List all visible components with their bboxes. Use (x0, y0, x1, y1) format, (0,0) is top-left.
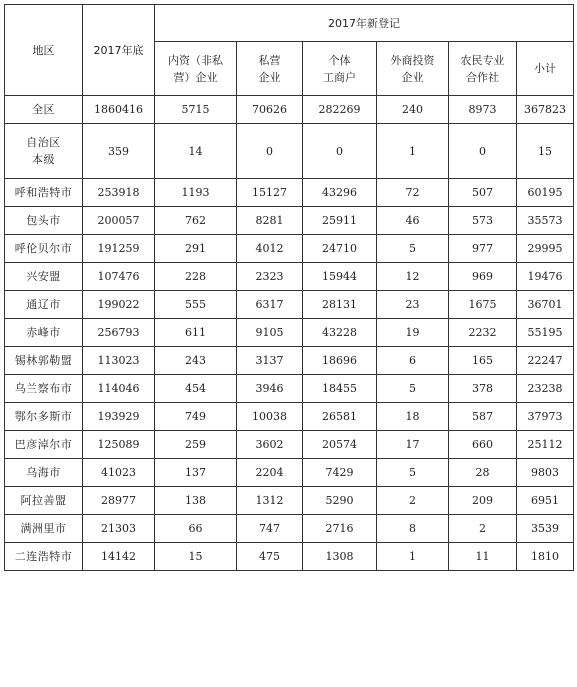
cell-subtotal: 1810 (517, 543, 574, 571)
table-row (5, 403, 574, 431)
table-row (5, 459, 574, 487)
cell-coop: 1675 (449, 291, 517, 319)
region-line: 二连浩特市 (14, 550, 73, 563)
cell-end: 28977 (83, 487, 155, 515)
region-line: 赤峰市 (26, 326, 61, 339)
cell-foreign: 18 (377, 403, 449, 431)
header-line: 营）企业 (173, 70, 218, 84)
cell-coop: 2232 (449, 319, 517, 347)
cell-end: 1860416 (83, 96, 155, 124)
region-line: 锡林郭勒盟 (14, 354, 73, 367)
cell-end: 113023 (83, 347, 155, 375)
table-header (5, 5, 574, 96)
region-line: 巴彦淖尔市 (14, 438, 73, 451)
region-cell (5, 403, 83, 431)
table-row (5, 515, 574, 543)
cell-individual: 1308 (303, 543, 377, 571)
cell-domestic: 762 (155, 207, 237, 235)
cell-individual: 25911 (303, 207, 377, 235)
header-line: 合作社 (466, 70, 499, 84)
region-cell (5, 347, 83, 375)
cell-coop: 209 (449, 487, 517, 515)
cell-coop: 977 (449, 235, 517, 263)
region-line: 自治区 (26, 136, 61, 149)
cell-foreign: 46 (377, 207, 449, 235)
header-subtotal (517, 42, 574, 96)
cell-subtotal: 29995 (517, 235, 574, 263)
cell-domestic: 611 (155, 319, 237, 347)
cell-private: 10038 (237, 403, 303, 431)
cell-domestic: 454 (155, 375, 237, 403)
cell-foreign: 5 (377, 459, 449, 487)
cell-individual: 5290 (303, 487, 377, 515)
cell-foreign: 5 (377, 235, 449, 263)
cell-domestic: 66 (155, 515, 237, 543)
cell-domestic: 228 (155, 263, 237, 291)
header-region: 地区 (5, 5, 83, 96)
region-cell (5, 431, 83, 459)
cell-domestic: 137 (155, 459, 237, 487)
cell-subtotal: 15 (517, 124, 574, 179)
cell-domestic: 14 (155, 124, 237, 179)
cell-foreign: 17 (377, 431, 449, 459)
cell-foreign: 2 (377, 487, 449, 515)
cell-coop: 660 (449, 431, 517, 459)
cell-subtotal: 22247 (517, 347, 574, 375)
cell-subtotal: 60195 (517, 179, 574, 207)
region-line: 包头市 (26, 214, 61, 227)
cell-individual: 26581 (303, 403, 377, 431)
region-line: 兴安盟 (26, 270, 61, 283)
cell-coop: 969 (449, 263, 517, 291)
region-cell (5, 124, 83, 179)
cell-end: 14142 (83, 543, 155, 571)
cell-domestic: 5715 (155, 96, 237, 124)
cell-individual: 43228 (303, 319, 377, 347)
cell-subtotal: 19476 (517, 263, 574, 291)
cell-individual: 7429 (303, 459, 377, 487)
region-line: 鄂尔多斯市 (14, 410, 73, 423)
table-row (5, 124, 574, 179)
cell-coop: 28 (449, 459, 517, 487)
cell-private: 70626 (237, 96, 303, 124)
header-line: 企业 (401, 70, 424, 84)
cell-private: 8281 (237, 207, 303, 235)
cell-subtotal: 23238 (517, 375, 574, 403)
header-coop (449, 42, 517, 96)
cell-private: 15127 (237, 179, 303, 207)
cell-end: 107476 (83, 263, 155, 291)
cell-subtotal: 367823 (517, 96, 574, 124)
cell-subtotal: 37973 (517, 403, 574, 431)
cell-coop: 587 (449, 403, 517, 431)
header-end-2017: 2017年底 (83, 5, 155, 96)
cell-foreign: 1 (377, 124, 449, 179)
cell-individual: 24710 (303, 235, 377, 263)
cell-domestic: 291 (155, 235, 237, 263)
cell-foreign: 240 (377, 96, 449, 124)
region-line: 乌海市 (26, 466, 61, 479)
cell-subtotal: 9803 (517, 459, 574, 487)
registration-table (4, 4, 574, 571)
header-individual (303, 42, 377, 96)
cell-coop: 8973 (449, 96, 517, 124)
cell-private: 3602 (237, 431, 303, 459)
region-line: 满洲里市 (20, 522, 67, 535)
cell-private: 0 (237, 124, 303, 179)
cell-private: 3137 (237, 347, 303, 375)
cell-foreign: 12 (377, 263, 449, 291)
cell-domestic: 1193 (155, 179, 237, 207)
region-cell (5, 207, 83, 235)
header-group-2017-new: 2017年新登记 (155, 5, 574, 42)
table-row (5, 179, 574, 207)
region-cell (5, 96, 83, 124)
table-row (5, 375, 574, 403)
region-line: 乌兰察布市 (14, 382, 73, 395)
cell-domestic: 15 (155, 543, 237, 571)
cell-foreign: 19 (377, 319, 449, 347)
cell-coop: 573 (449, 207, 517, 235)
cell-individual: 20574 (303, 431, 377, 459)
region-line: 全区 (32, 103, 55, 116)
cell-subtotal: 25112 (517, 431, 574, 459)
cell-private: 747 (237, 515, 303, 543)
header-foreign (377, 42, 449, 96)
cell-private: 475 (237, 543, 303, 571)
cell-private: 3946 (237, 375, 303, 403)
cell-end: 193929 (83, 403, 155, 431)
region-line: 阿拉善盟 (20, 494, 67, 507)
cell-end: 256793 (83, 319, 155, 347)
cell-coop: 11 (449, 543, 517, 571)
cell-subtotal: 36701 (517, 291, 574, 319)
cell-individual: 18455 (303, 375, 377, 403)
header-private (237, 42, 303, 96)
header-line: 外商投资 (390, 53, 435, 67)
cell-end: 253918 (83, 179, 155, 207)
cell-subtotal: 6951 (517, 487, 574, 515)
region-cell (5, 235, 83, 263)
cell-individual: 0 (303, 124, 377, 179)
region-line: 呼伦贝尔市 (14, 242, 73, 255)
cell-domestic: 138 (155, 487, 237, 515)
cell-individual: 18696 (303, 347, 377, 375)
cell-domestic: 243 (155, 347, 237, 375)
table-row (5, 96, 574, 124)
cell-coop: 378 (449, 375, 517, 403)
table-row (5, 487, 574, 515)
cell-private: 1312 (237, 487, 303, 515)
cell-private: 4012 (237, 235, 303, 263)
cell-foreign: 8 (377, 515, 449, 543)
cell-individual: 2716 (303, 515, 377, 543)
table-body (5, 96, 574, 571)
table-row (5, 431, 574, 459)
region-line: 通辽市 (26, 298, 61, 311)
table-row (5, 207, 574, 235)
header-line: 农民专业 (460, 53, 505, 67)
cell-foreign: 6 (377, 347, 449, 375)
region-cell (5, 515, 83, 543)
cell-individual: 15944 (303, 263, 377, 291)
table-row (5, 543, 574, 571)
cell-private: 2323 (237, 263, 303, 291)
cell-subtotal: 3539 (517, 515, 574, 543)
cell-domestic: 259 (155, 431, 237, 459)
cell-coop: 165 (449, 347, 517, 375)
region-line: 呼和浩特市 (14, 186, 73, 199)
cell-end: 21303 (83, 515, 155, 543)
cell-coop: 507 (449, 179, 517, 207)
header-line: 企业 (258, 70, 281, 84)
table-row (5, 263, 574, 291)
cell-end: 200057 (83, 207, 155, 235)
cell-subtotal: 55195 (517, 319, 574, 347)
cell-private: 9105 (237, 319, 303, 347)
cell-domestic: 555 (155, 291, 237, 319)
region-cell (5, 459, 83, 487)
cell-end: 199022 (83, 291, 155, 319)
table-row (5, 347, 574, 375)
cell-end: 125089 (83, 431, 155, 459)
header-line: 内资（非私 (168, 53, 223, 67)
cell-individual: 282269 (303, 96, 377, 124)
header-domestic (155, 42, 237, 96)
header-line: 工商户 (323, 70, 356, 84)
cell-foreign: 23 (377, 291, 449, 319)
table-row (5, 235, 574, 263)
header-line: 个体 (328, 53, 351, 67)
region-cell (5, 543, 83, 571)
region-cell (5, 179, 83, 207)
cell-end: 41023 (83, 459, 155, 487)
region-line: 本级 (32, 153, 55, 166)
cell-foreign: 5 (377, 375, 449, 403)
cell-individual: 43296 (303, 179, 377, 207)
cell-subtotal: 35573 (517, 207, 574, 235)
region-cell (5, 263, 83, 291)
cell-end: 191259 (83, 235, 155, 263)
cell-private: 6317 (237, 291, 303, 319)
header-line: 私营 (258, 53, 281, 67)
cell-end: 359 (83, 124, 155, 179)
cell-coop: 0 (449, 124, 517, 179)
table-row (5, 291, 574, 319)
region-cell (5, 375, 83, 403)
cell-foreign: 72 (377, 179, 449, 207)
cell-foreign: 1 (377, 543, 449, 571)
cell-end: 114046 (83, 375, 155, 403)
cell-individual: 28131 (303, 291, 377, 319)
region-cell (5, 487, 83, 515)
cell-private: 2204 (237, 459, 303, 487)
cell-coop: 2 (449, 515, 517, 543)
region-cell (5, 291, 83, 319)
header-line: 小计 (534, 62, 557, 75)
cell-domestic: 749 (155, 403, 237, 431)
region-cell (5, 319, 83, 347)
table-row (5, 319, 574, 347)
